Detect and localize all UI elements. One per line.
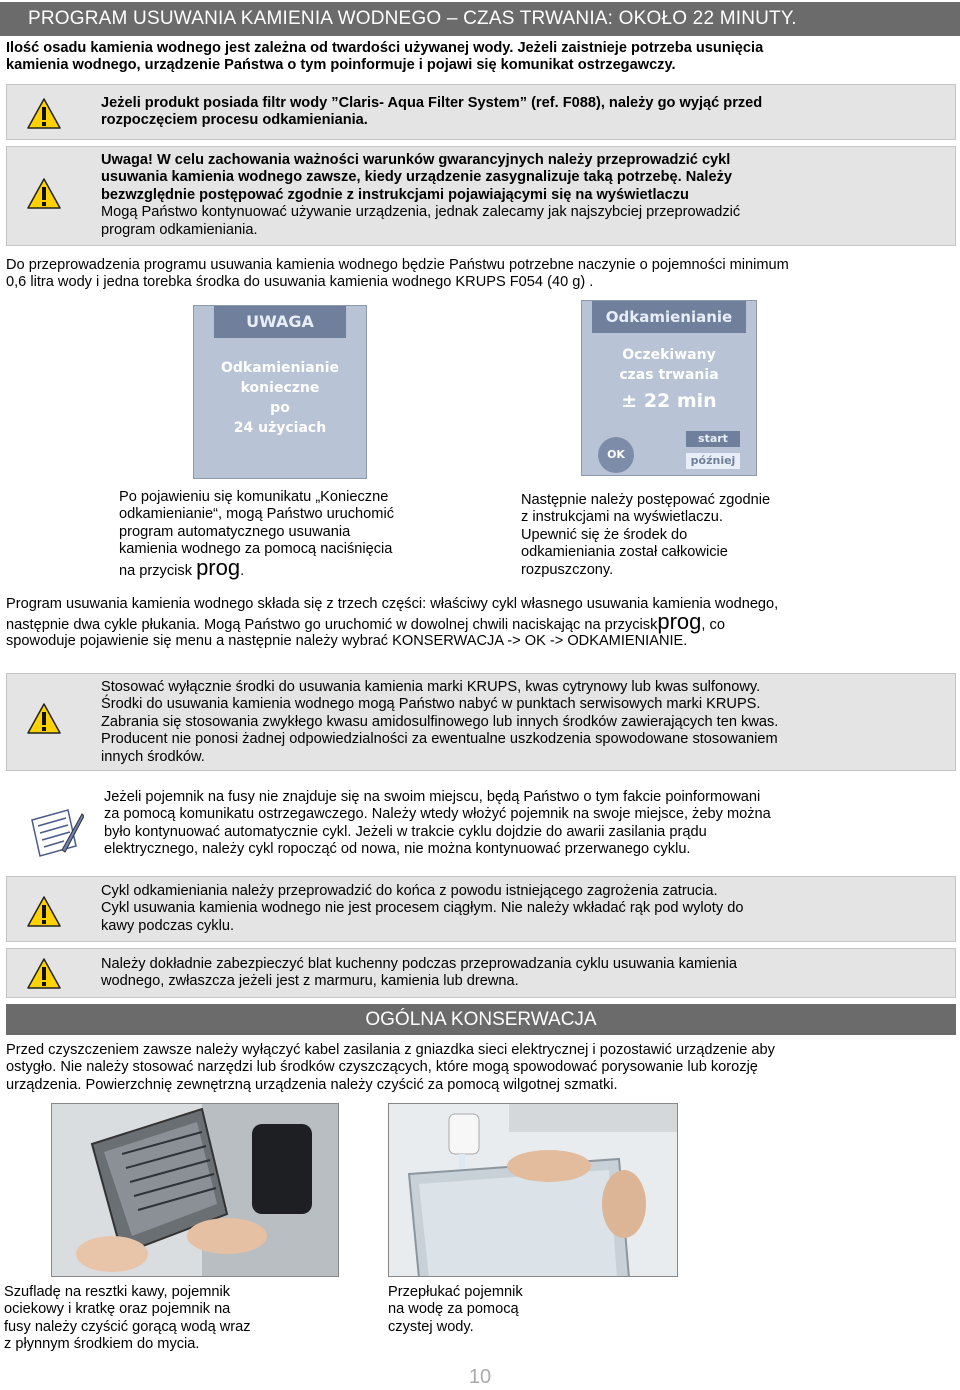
caption-follow-instructions: Następnie należy postępować zgodnie z instrukcjami na wyświetlaczu. Upewnić się że środek do odkamieniania został całkowicie rozpuszczony.	[521, 492, 771, 578]
warning-box-descaler: Stosować wyłącznie środki do usuwania kamienia marki KRUPS, kwas cytrynowy lub kwas sulfonowy. Środki do usuwania kamienia wodnego mogą Państwo nabyć w punktach serwisowych marki KRUPS. Zabrania się stosowania zwykłego kwasu amidosulfinowego lub innych środków zawierających ten kwas. Producent nie ponosi żadnej odpowiedzialności za ewentualne uszkodzenia spowodowane stosowaniem innych środków.	[6, 673, 956, 771]
prog-button-label: prog	[196, 554, 241, 580]
warning-box-filter: Jeżeli produkt posiada filtr wody ”Claris- Aqua Filter System” (ref. F088), należy go wyjąć przed rozpoczęciem procesu odkamieniania.	[6, 84, 956, 140]
photo-caption-water-tank: Przepłukać pojemnik na wodę za pomocą czystej wody.	[388, 1284, 523, 1335]
screen-header: UWAGA	[214, 306, 346, 338]
maintenance-paragraph: Przed czyszczeniem zawsze należy wyłączyć kabel zasilania z gniazdka sieci elektrycznej i pozostawić urządzenie aby ostygło. Nie należy stosować narzędzi lub środków czyszczących, które mogą spowodować porysowanie lub korozję urządzenia. Powierzchnię zewnętrzną urządzenia należy czyścić za pomocą wilgotnej szmatki.	[6, 1042, 775, 1093]
requirements-paragraph: Do przeprowadzenia programu usuwania kamienia wodnego będzie Państwu potrzebne naczynie o pojemności minimum 0,6 litra wody i jedna torebka środka do usuwania kamienia wodnego KRUPS F054 (40 g) .	[6, 257, 789, 291]
note-pen-icon	[24, 806, 84, 862]
photo-caption-drip-tray: Szufladę na resztki kawy, pojemnik ociekowy i kratkę oraz pojemnik na fusy należy czyścić gorącą wodą wraz z płynnym środkiem do mycia.	[4, 1284, 251, 1353]
start-option: start	[686, 431, 740, 447]
photo-drip-tray-cleaning	[51, 1103, 339, 1277]
warning-icon	[27, 97, 61, 131]
program-description-paragraph: Program usuwania kamienia wodnego składa się z trzech części: właściwy cykl własnego usuwania kamienia wodnego, następnie dwa cykle płukania. Mogą Państwo go uruchomić w dowolnej chwili naciskając na przyciskprog, co spowoduje pojawienie się menu a następnie należy wybrać KONSERWACJA -> OK -> ODKAMIENIANIE.	[6, 596, 779, 650]
ok-dial-icon: OK	[598, 437, 634, 473]
prog-button-label: prog	[657, 609, 702, 635]
note-paragraph: Jeżeli pojemnik na fusy nie znajduje się na swoim miejscu, będą Państwo o tym fakcie poinformowani za pomocą komunikatu ostrzegawczego. Należy wtedy włożyć pojemnik na swoje miejsce, żeby można było kontynuować automatycznie cykl. Jeżeli w trakcie cyklu dojdzie do awarii zasilania prądu elektrycznego, należy cykl ropocząć od nowa, nie można kontynuować przerwanego cyklu.	[104, 789, 771, 858]
warning-icon	[27, 895, 61, 929]
photo-water-tank-rinsing	[388, 1103, 678, 1277]
screen-header: Odkamienianie	[592, 301, 746, 333]
display-screen-descaling: Odkamienianie Oczekiwany czas trwania ± 22 min OK start później	[581, 300, 757, 476]
warning-icon	[27, 957, 61, 991]
display-screen-warning: UWAGA Odkamienianie konieczne po 24 użyciach	[193, 305, 367, 479]
page-title: PROGRAM USUWANIA KAMIENIA WODNEGO – CZAS TRWANIA: OKOŁO 22 MINUTY.	[0, 2, 960, 36]
warning-icon	[27, 177, 61, 211]
warning-box-countertop: Należy dokładnie zabezpieczyć blat kuchenny podczas przeprowadzania cyklu usuwania kamienia wodnego, zwłaszcza jeżeli jest z marmuru, kamienia lub drewna.	[6, 948, 956, 998]
section-title-maintenance: OGÓLNA KONSERWACJA	[6, 1004, 956, 1035]
later-option: później	[686, 453, 740, 469]
warning-box-guarantee: Uwaga! W celu zachowania ważności warunków gwarancyjnych należy przeprowadzić cykl usuwania kamienia wodnego zawsze, kiedy urządzenie zasygnalizuje taką potrzebę. Należy bezwzględnie postępować zgodnie z instrukcjami pojawiającymi się na wyświetlaczu Mogą Państwo kontynuować używanie urządzenia, jednak zalecamy jak najszybciej przeprowadzić program odkamieniania.	[6, 146, 956, 246]
caption-start-program: Po pojawieniu się komunikatu „Konieczne odkamienianie“, mogą Państwo uruchomić program automatycznego usuwania kamienia wodnego za pomocą naciśnięcia na przycisk prog.	[119, 489, 394, 580]
warning-box-poisoning: Cykl odkamieniania należy przeprowadzić do końca z powodu istniejącego zagrożenia zatrucia. Cykl usuwania kamienia wodnego nie jest procesem ciągłym. Nie należy wkładać rąk pod wyloty do kawy podczas cyklu.	[6, 876, 956, 942]
warning-icon	[27, 702, 61, 736]
intro-paragraph: Ilość osadu kamienia wodnego jest zależna od twardości używanej wody. Jeżeli zaistnieje potrzeba usunięcia kamienia wodnego, urządzenie Państwa o tym poinformuje i pojawi się komunikat ostrzegawczy.	[6, 40, 764, 74]
page-number: 10	[468, 1366, 492, 1388]
